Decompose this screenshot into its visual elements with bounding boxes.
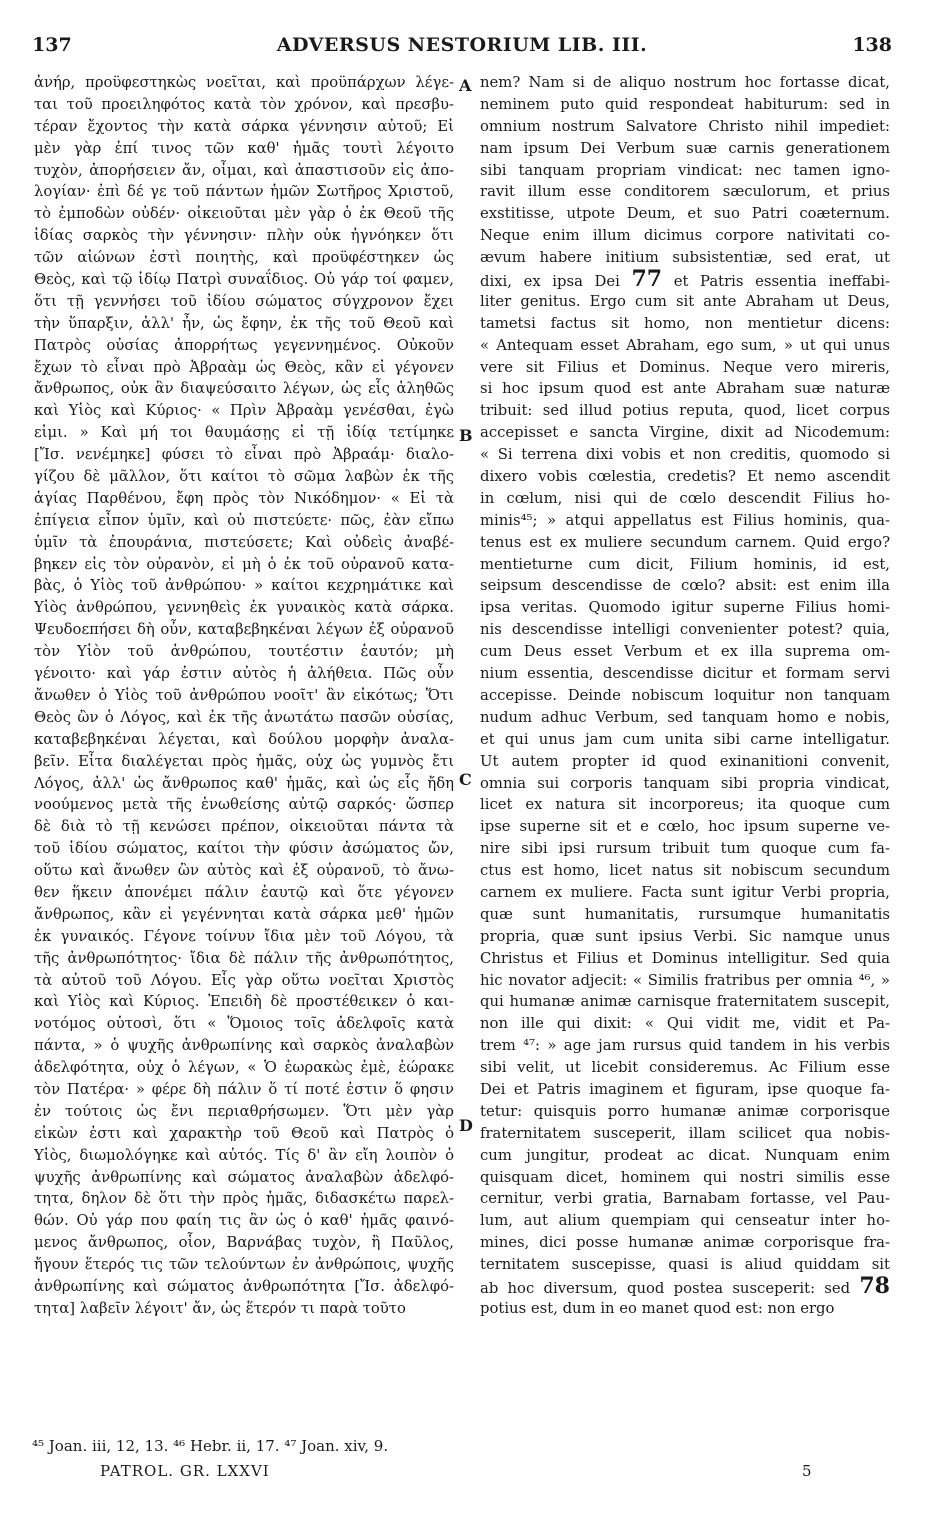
latin-text-line: minis⁴⁵; » atqui appellatus est Filius hominis, qua- <box>480 511 890 529</box>
greek-text-line: Υἱὸς ἀνθρώπου, γεννηθεὶς ἐκ γυναικὸς κατὰ σάρκα. <box>34 599 454 617</box>
greek-text-line: ἁγίας Παρθένου, ἔφη πρὸς τὸν Νικόδημον· « Εἰ τὰ <box>34 489 454 507</box>
greek-text-line: ἄνθρωπος, οὐκ ἂν διαψεύσαιτο λέγων, ὡς εἷς ἀληθῶς <box>34 380 454 398</box>
margin-letter-d: D <box>459 1116 473 1135</box>
latin-text-line: lum, aut alium quempiam qui censeatur inter ho- <box>480 1212 890 1230</box>
latin-text-line: Christus et Filius et Dominus intelligitur. Sed quia <box>480 949 890 967</box>
latin-text-line: in cœlum, nisi qui de cœlo descendit Filius ho- <box>480 489 890 507</box>
latin-text-line: hic novator adjecit: « Similis fratribus per omnia ⁴⁶, » <box>480 971 890 989</box>
latin-text-line: et qui unus jam cum unita sibi carne intelligatur. <box>480 730 890 748</box>
greek-text-line: Λόγος, ἀλλ' ὡς ἄνθρωπος καθ' ἡμᾶς, καὶ ὡς εἷς ἤδη <box>34 774 454 792</box>
greek-text-line: ται τοῦ προειληφότος κατὰ τὸν χρόνον, καὶ πρεσβυ- <box>34 95 454 113</box>
latin-text-line: non ille qui dixit: « Qui vidit me, vidit et Pa- <box>480 1015 890 1033</box>
page-number-right: 138 <box>852 34 892 56</box>
latin-text-line: nem? Nam si de aliquo nostrum hoc fortasse dicat, <box>480 74 890 91</box>
greek-text-line: θεν ἥκειν ἀπονέμει πάλιν ἑαυτῷ καὶ ὅτε γέγονεν <box>34 883 454 901</box>
greek-text-line: καὶ Υἱὸς καὶ Κύριος. Ἐπειδὴ δὲ προστέθεικεν ὁ και- <box>34 993 454 1011</box>
running-header <box>32 34 892 60</box>
greek-text-line: ἄνωθεν ὁ Υἱὸς τοῦ ἀνθρώπου νοοῖτ' ἂν εἰκότως; Ὅτι <box>34 686 454 704</box>
greek-text-line: Θεὸς, καὶ τῷ ἰδίῳ Πατρὶ συναΐδιος. Οὐ γάρ τοί φαμεν, <box>34 271 454 289</box>
greek-text-line: Υἱὸς, διωμολόγηκε καὶ αὐτός. Τίς δ' ἂν εἴη λοιπὸν ὁ <box>34 1146 454 1164</box>
latin-text-line: si hoc ipsum quod est ante Abraham suæ naturæ <box>480 380 890 398</box>
greek-text-line: βηκεν εἰς τὸν οὐρανὸν, εἰ μὴ ὁ ἐκ τοῦ οὐρανοῦ κατα- <box>34 555 454 573</box>
latin-text-line: potius est, dum in eo manet quod est: non ergo <box>480 1299 835 1317</box>
latin-text-line: ctus est homo, licet natus sit nobiscum secundum <box>480 862 890 880</box>
greek-text-line: ἄνθρωπος, κἂν εἰ γεγέννηται κατὰ σάρκα μεθ' ἡμῶν <box>34 905 454 923</box>
sheet-number: 5 <box>802 1462 812 1480</box>
latin-text-line: ipsa veritas. Quomodo igitur superne Filius homi- <box>480 599 890 617</box>
margin-letter-a: A <box>459 76 472 95</box>
greek-text-line: τὰ αὐτοῦ τοῦ Λόγου. Εἷς γὰρ οὕτω νοεῖται Χριστὸς <box>34 971 454 989</box>
latin-text-line: « Si terrena dixi vobis et non creditis, quomodo si <box>480 446 890 464</box>
greek-text-line: ἐν τούτοις ὡς ἔνι περιαθρήσωμεν. Ὅτι μὲν γὰρ <box>34 1102 454 1120</box>
greek-text-line: τοῦ ἰδίου σώματος, καίτοι τὴν φύσιν ἀσώματος ὤν, <box>34 840 454 858</box>
greek-text-line: τὸν Υἱὸν τοῦ ἀνθρώπου, τουτέστιν ἑαυτόν; μὴ <box>34 643 454 661</box>
greek-text-line: Πατρὸς οὐσίας ἀπορρήτως γεγεννημένος. Οὐκοῦν <box>34 336 454 354</box>
latin-text-line: ipse superne sit et e cœlo, hoc ipsum superne ve- <box>480 818 890 836</box>
greek-text-line: τὴν ὕπαρξιν, ἀλλ' ἦν, ὡς ἔφην, ἐκ τῆς τοῦ Θεοῦ καὶ <box>34 314 454 332</box>
latin-text-line: Neque enim illum dicimus corpore nativitati co- <box>480 227 890 245</box>
latin-text-line: exstitisse, utpote Deum, et suo Patri coæternum. <box>480 205 890 223</box>
greek-text-line: ἐπίγεια εἶπον ὑμῖν, καὶ οὐ πιστεύετε· πῶς, ἐὰν εἴπω <box>34 511 454 529</box>
greek-text-line: τὸν Πατέρα· » φέρε δὴ πάλιν ὅ τί ποτέ ἐστιν ὅ φησιν <box>34 1080 454 1098</box>
greek-text-line: [Ἴσ. νενέμηκε] φύσει τὸ εἶναι πρὸ Ἀβραάμ· διαλο- <box>34 446 454 464</box>
latin-text-line: accepisset e sancta Virgine, dixit ad Nicodemum: <box>480 424 890 442</box>
margin-letter-c: C <box>459 770 472 789</box>
greek-text-line: τὸ ἐμποδὼν οὐδέν· οἰκειοῦται μὲν γὰρ ὁ ἐκ Θεοῦ τῆς <box>34 205 454 223</box>
greek-text-line: λογίαν· ἐπὶ δέ γε τοῦ πάντων ἡμῶν Σωτῆρος Χριστοῦ, <box>34 183 454 201</box>
greek-text-line: τέραν ἔχοντος τὴν κατὰ σάρκα γέννησιν αὐτοῦ; Εἰ <box>34 117 454 135</box>
greek-text-line: γίζου δὲ μᾶλλον, ὅτι καίτοι τὸ σῶμα λαβὼν ἐκ τῆς <box>34 468 454 486</box>
column-marker: 78 <box>859 1275 890 1298</box>
greek-text-line: εἰκὼν ἐστι καὶ χαρακτὴρ τοῦ Θεοῦ καὶ Πατρὸς ὁ <box>34 1124 454 1142</box>
greek-text-column <box>34 72 454 1320</box>
latin-text-line: omnium nostrum Salvatore Christo nihil impediet: <box>480 117 890 135</box>
latin-text-line: sibi tanquam propriam vindicat: nec tamen igno- <box>480 161 890 179</box>
latin-text-line: seipsum descendisse de cœlo? absit: est enim illa <box>480 577 890 595</box>
volume-signature: PATROL. GR. LXXVI <box>100 1462 270 1480</box>
column-marker: 77 <box>631 269 663 291</box>
greek-text-line: μενος ἄνθρωπος, οἷον, Βαρνάβας τυχὸν, ἢ Παῦλος, <box>34 1234 454 1252</box>
greek-text-line: ἐκ γυναικός. Γέγονε τοίνυν ἴδια μὲν τοῦ Λόγου, τὰ <box>34 927 454 945</box>
greek-text-line: οὕτω καὶ ἄνωθεν ὢν αὐτὸς καὶ ἐξ οὐρανοῦ, τὸ ἄνω- <box>34 862 454 880</box>
latin-text-line: tribuit: sed illud potius reputa, quod, licet corpus <box>480 402 890 420</box>
greek-text-line: ψυχῆς ἀνθρωπίνης καὶ σώματος ἀναλαβὼν ἀδελφό- <box>34 1168 454 1186</box>
latin-text-line: tenus est ex muliere secundum carnem. Quid ergo? <box>480 533 890 551</box>
greek-text-line: ἤγουν ἕτερός τις τῶν τελούντων ἐν ἀνθρώποις, ψυχῆς <box>34 1256 454 1274</box>
latin-text-line: trem ⁴⁷: » age jam rursus quid tandem in his verbis <box>480 1037 890 1055</box>
latin-text-line: ævum habere initium subsistentiæ, sed erat, ut <box>480 249 890 267</box>
latin-text-line: liter genitus. Ergo cum sit ante Abraham ut Deus, <box>480 292 890 310</box>
latin-text-line: tametsi factus sit homo, non mentietur dicens: <box>480 314 890 332</box>
latin-text-line: quisquam dicet, hominem qui nostri similis esse <box>480 1168 890 1186</box>
latin-text-line: quæ sunt humanitatis, rursumque humanitatis <box>480 905 890 923</box>
greek-text-line: νοτόμος οὑτοσὶ, ὅτι « Ὅμοιος τοῖς ἀδελφοῖς κατὰ <box>34 1015 454 1033</box>
latin-text-line: nam ipsum Dei Verbum suæ carnis generationem <box>480 139 890 157</box>
greek-text-line: τῆς ἀνθρωπότητος· ἴδια δὲ πάλιν τῆς ἀνθρωπότητος, <box>34 949 454 967</box>
greek-text-line: τῶν αἰώνων ἐστὶ ποιητὴς, καὶ προϋφέστηκεν ὡς <box>34 249 454 267</box>
greek-text-line: τητα, δηλον δὲ ὅτι τὴν πρὸς ἡμᾶς, διδασκέτω παρελ- <box>34 1190 454 1208</box>
latin-text-column <box>480 72 890 1320</box>
latin-text-line: mentieturne cum dicit, Filium hominis, id est, <box>480 555 890 573</box>
greek-text-line: μὲν γὰρ ἐπί τινος τῶν καθ' ἡμᾶς τουτὶ λέγοιτο <box>34 139 454 157</box>
greek-text-line: εἰμι. » Καὶ μή τοι θαυμάσῃς εἰ τῇ ἰδίᾳ τετίμηκε <box>34 424 454 442</box>
latin-text-line: Ut autem propter id quod exinanitioni convenit, <box>480 752 890 770</box>
latin-text-line: carnem ex muliere. Facta sunt igitur Verbi propria, <box>480 883 890 901</box>
greek-text-line: βεῖν. Εἶτα διαλέγεται πρὸς ἡμᾶς, οὐχ ὡς γυμνὸς ἔτι <box>34 752 454 770</box>
greek-text-line: ἀνθρωπίνης καὶ σώματος ἀνθρωπότητα [Ἴσ. ἀδελφό- <box>34 1277 454 1295</box>
greek-text-line: τητα] λαβεῖν λέγοιτ' ἄν, ὡς ἕτερόν τι παρὰ τοῦτο <box>34 1299 406 1317</box>
greek-text-line: γένοιτο· καὶ γάρ ἐστιν αὐτὸς ἡ ἀλήθεια. Πῶς οὖν <box>34 665 454 683</box>
footnote-rule <box>32 1428 452 1429</box>
footnotes: ⁴⁵ Joan. iii, 12, 13. ⁴⁶ Hebr. ii, 17. ⁴⁷ Joan. xiv, 9. <box>32 1437 389 1455</box>
latin-text-line: dixero vobis cœlestia, credetis? Et nemo ascendit <box>480 468 890 486</box>
latin-text-line: licet ex natura sit incorporeus; ita quoque cum <box>480 796 890 814</box>
latin-text-line: qui humanæ animæ carnisque fraternitatem suscepit, <box>480 993 890 1011</box>
latin-text-line: ab hoc diversum, quod postea susceperit: sed 78 <box>480 1276 890 1298</box>
greek-text-line: τυχὸν, ἀπορήσειεν ἄν, οἶμαι, καὶ ἀπαστισοῦν εἰς ἀπο- <box>34 161 454 179</box>
greek-text-line: καταβεβηκέναι λέγεται, καὶ δούλου μορφὴν ἀναλα- <box>34 730 454 748</box>
latin-text-line: omnia sui corporis tanquam sibi propria vindicat, <box>480 774 890 792</box>
greek-text-line: ἀδελφότητα, οὐχ ὁ λέγων, « Ὁ ἑωρακὼς ἐμὲ, ἑώρακε <box>34 1059 454 1077</box>
greek-text-line: δὲ διὰ τὸ τῇ κενώσει πρέπον, οἰκειοῦται πάντα τὰ <box>34 818 454 836</box>
latin-text-line: vere sit Filius et Dominus. Neque vero mireris, <box>480 358 890 376</box>
margin-letter-b: B <box>459 426 473 445</box>
latin-text-line: nis descendisse intelligi convenienter potest? quia, <box>480 621 890 639</box>
latin-text-line: accepisse. Deinde nobiscum loquitur non tanquam <box>480 686 890 704</box>
greek-text-line: Ψευδοεπήσει δὴ οὖν, καταβεβηκέναι λέγων ἐξ οὐρανοῦ <box>34 621 454 639</box>
latin-text-line: neminem puto quid respondeat habiturum: sed in <box>480 95 890 113</box>
greek-text-line: ἀνήρ, προϋφεστηκὼς νοεῖται, καὶ προϋπάρχων λέγε- <box>34 74 454 91</box>
latin-text-line: « Antequam esset Abraham, ego sum, » ut qui unus <box>480 336 890 354</box>
greek-text-line: νοούμενος μετὰ τῆς ἑνωθείσης αὐτῷ σαρκός· ὥσπερ <box>34 796 454 814</box>
greek-text-line: πάντα, » ὁ ψυχῆς ἀνθρωπίνης καὶ σαρκὸς ἀναλαβὼν <box>34 1037 454 1055</box>
greek-text-line: Θεὸς ὢν ὁ Λόγος, καὶ ἐκ τῆς ἀνωτάτω πασῶν οὐσίας, <box>34 708 454 726</box>
greek-text-line: καὶ Υἱὸς καὶ Κύριος· « Πρὶν Ἀβραὰμ γενέσθαι, ἐγὼ <box>34 402 454 420</box>
latin-text-line: propria, quæ sunt ipsius Verbi. Sic namque unus <box>480 927 890 945</box>
latin-text-line: ravit illum esse conditorem sæculorum, et prius <box>480 183 890 201</box>
greek-text-line: ἔχων τὸ εἶναι πρὸ Ἀβραὰμ ὡς Θεὸς, κἂν εἰ γέγονεν <box>34 358 454 376</box>
latin-text-line: dixi, ex ipsa Dei 77 et Patris essentia ineffabi- <box>480 269 890 291</box>
greek-text-line: βὰς, ὁ Υἱὸς τοῦ ἀνθρώπου· » καίτοι κεχρημάτικε καὶ <box>34 577 454 595</box>
latin-text-line: cum jungitur, prodeat ac dicat. Nunquam enim <box>480 1146 890 1164</box>
greek-text-line: θών. Οὐ γάρ που φαίη τις ἂν ὡς ὁ καθ' ἡμᾶς φαινό- <box>34 1212 454 1230</box>
latin-text-line: nium essentia, descendisse dicitur et formam servi <box>480 665 890 683</box>
page-number-left: 137 <box>32 34 72 56</box>
latin-text-line: nire sibi ipsi rursum tribuit tum quoque cum fa- <box>480 840 890 858</box>
latin-text-line: fraternitatem susceperit, illam scilicet qua nobis- <box>480 1124 890 1142</box>
latin-text-line: sibi velit, ut licebit consideremus. Ac Filium esse <box>480 1059 890 1077</box>
running-title: ADVERSUS NESTORIUM LIB. III. <box>276 34 648 56</box>
latin-text-line: ternitatem suscepisse, quasi is aliud quiddam sit <box>480 1256 890 1274</box>
latin-text-line: cum Deus esset Verbum et ex illa suprema om- <box>480 643 890 661</box>
latin-text-line: mines, dici posse humanæ animæ corporisque fra- <box>480 1234 890 1252</box>
latin-text-line: nudum adhuc Verbum, sed tanquam homo e nobis, <box>480 708 890 726</box>
latin-text-line: tetur: quisquis porro humanæ animæ corporisque <box>480 1102 890 1120</box>
latin-text-line: Dei et Patris imaginem et figuram, ipse quoque fa- <box>480 1080 890 1098</box>
greek-text-line: ὅτι τῇ γεννήσει τοῦ ἰδίου σώματος σύγχρονον ἔχει <box>34 292 454 310</box>
greek-text-line: ἰδίας σαρκὸς τὴν γέννησιν· πλὴν οὐκ ἠγνόηκεν ὅτι <box>34 227 454 245</box>
greek-text-line: ὑμῖν τὰ ἐπουράνια, πιστεύσετε; Καὶ οὐδεὶς ἀναβέ- <box>34 533 454 551</box>
latin-text-line: cernitur, verbi gratia, Barnabam fortasse, vel Pau- <box>480 1190 890 1208</box>
